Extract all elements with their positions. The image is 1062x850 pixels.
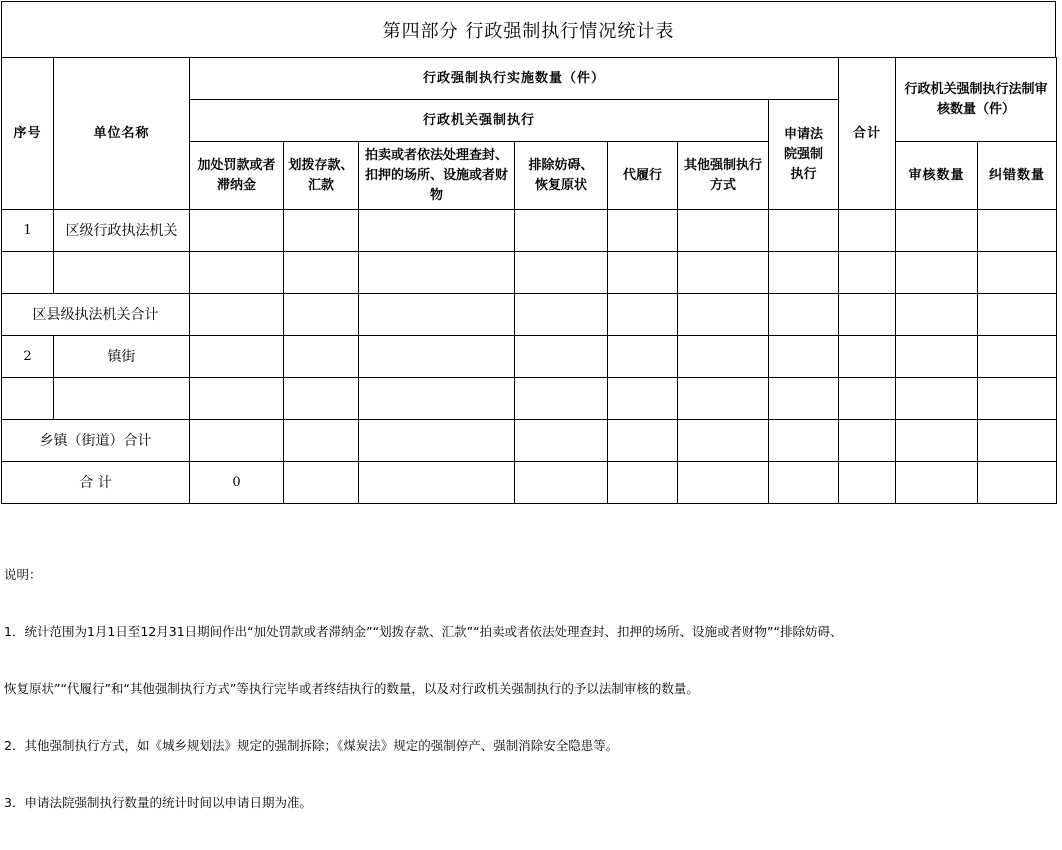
cell: [896, 420, 978, 462]
cell: [978, 462, 1057, 504]
header-court-enforce: 申请法院强制执行: [769, 100, 839, 210]
cell: [190, 420, 284, 462]
cell: [978, 378, 1057, 420]
header-legal-review: 行政机关强制执行法制审核数量（件）: [896, 58, 1057, 142]
cell: [359, 336, 515, 378]
cell: [359, 378, 515, 420]
header-col-other: 其他强制执行方式: [678, 142, 769, 210]
cell: [284, 294, 359, 336]
cell: [978, 420, 1057, 462]
cell: [190, 378, 284, 420]
table-row: [2, 210, 1057, 252]
subtotal-town-label: 乡镇（街道）合计: [2, 420, 190, 462]
cell: [359, 210, 515, 252]
cell: [896, 210, 978, 252]
cell: [190, 294, 284, 336]
header-col-transfer: 划拨存款、汇款: [284, 142, 359, 210]
cell: [515, 210, 608, 252]
table-row: [2, 336, 1057, 378]
cell: [678, 252, 769, 294]
cell: [608, 336, 678, 378]
cell: [769, 294, 839, 336]
table-row: [2, 420, 1057, 462]
cell: [190, 336, 284, 378]
cell: [608, 294, 678, 336]
table-row: [2, 294, 1057, 336]
cell: [515, 420, 608, 462]
cell: [839, 420, 896, 462]
table-row: [2, 252, 1057, 294]
cell: [190, 210, 284, 252]
cell: [190, 252, 284, 294]
row2-seq: 2: [2, 336, 54, 378]
notes: [4, 527, 1060, 850]
cell: [515, 378, 608, 420]
header-col-auction: 拍卖或者依法处理查封、扣押的场所、设施或者财物: [359, 142, 515, 210]
row2-name: 镇街: [54, 336, 190, 378]
cell: [978, 252, 1057, 294]
cell: [839, 252, 896, 294]
cell: [284, 378, 359, 420]
cell: [769, 420, 839, 462]
cell: [978, 210, 1057, 252]
cell: [359, 420, 515, 462]
header-col-remove-obstacle: 排除妨碍、恢复原状: [515, 142, 608, 210]
cell: [678, 294, 769, 336]
cell: [769, 210, 839, 252]
header-implement-count: 行政强制执行实施数量（件）: [190, 58, 839, 100]
table-row: [2, 462, 1057, 504]
cell: [608, 378, 678, 420]
cell: [284, 252, 359, 294]
row1-seq: 1: [2, 210, 54, 252]
notes-line-2: 2．其他强制执行方式，如《城乡规划法》规定的强制拆除；《煤炭法》规定的强制停产、强制消除安全隐患等。: [4, 738, 619, 753]
cell: [839, 378, 896, 420]
cell: [839, 336, 896, 378]
header-unit-name: 单位名称: [54, 58, 190, 210]
cell: [608, 420, 678, 462]
grand-total-fine-value: 0: [190, 462, 284, 504]
notes-heading: 说明：: [4, 567, 42, 582]
header-seq: 序号: [2, 58, 54, 210]
cell: [896, 378, 978, 420]
cell: [515, 336, 608, 378]
cell: [978, 336, 1057, 378]
header-total: 合计: [839, 58, 896, 210]
cell: [839, 210, 896, 252]
cell: [515, 252, 608, 294]
cell: [284, 336, 359, 378]
cell: [54, 378, 190, 420]
cell: [515, 462, 608, 504]
header-col-substitute: 代履行: [608, 142, 678, 210]
cell: [284, 420, 359, 462]
cell: [515, 294, 608, 336]
cell: [769, 336, 839, 378]
cell: [839, 294, 896, 336]
cell: [2, 252, 54, 294]
cell: [839, 462, 896, 504]
notes-line-1: 1．统计范围为1月1日至12月31日期间作出“加处罚款或者滞纳金”“划拨存款、汇款”“拍卖或者依法处理查封、扣押的场所、设施或者财物”“排除妨碍、: [4, 624, 843, 639]
header-agency-enforce: 行政机关强制执行: [190, 100, 769, 142]
cell: [359, 294, 515, 336]
cell: [678, 462, 769, 504]
cell: [359, 462, 515, 504]
cell: [896, 252, 978, 294]
subtotal-district-label: 区县级执法机关合计: [2, 294, 190, 336]
cell: [896, 336, 978, 378]
cell: [54, 252, 190, 294]
grand-total-label: 合 计: [2, 462, 190, 504]
cell: [678, 378, 769, 420]
cell: [608, 462, 678, 504]
cell: [678, 420, 769, 462]
row1-name: 区级行政执法机关: [54, 210, 190, 252]
cell: [896, 294, 978, 336]
cell: [608, 210, 678, 252]
cell: [284, 462, 359, 504]
page-title: 第四部分 行政强制执行情况统计表: [1, 1, 1056, 57]
header-review-count: 审核数量: [896, 142, 978, 210]
cell: [769, 462, 839, 504]
cell: [978, 294, 1057, 336]
cell: [769, 378, 839, 420]
cell: [678, 336, 769, 378]
notes-line-3: 3．申请法院强制执行数量的统计时间以申请日期为准。: [4, 795, 312, 810]
header-correction-count: 纠错数量: [978, 142, 1057, 210]
cell: [608, 252, 678, 294]
header-col-fine: 加处罚款或者滞纳金: [190, 142, 284, 210]
cell: [2, 378, 54, 420]
cell: [359, 252, 515, 294]
statistics-table: [1, 57, 1057, 504]
table-row: [2, 378, 1057, 420]
cell: [769, 252, 839, 294]
cell: [896, 462, 978, 504]
cell: [284, 210, 359, 252]
notes-line-1-cont: 恢复原状”“代履行”和“其他强制执行方式”等执行完毕或者终结执行的数量，以及对行政机关强制执行的予以法制审核的数量。: [4, 681, 699, 696]
cell: [678, 210, 769, 252]
